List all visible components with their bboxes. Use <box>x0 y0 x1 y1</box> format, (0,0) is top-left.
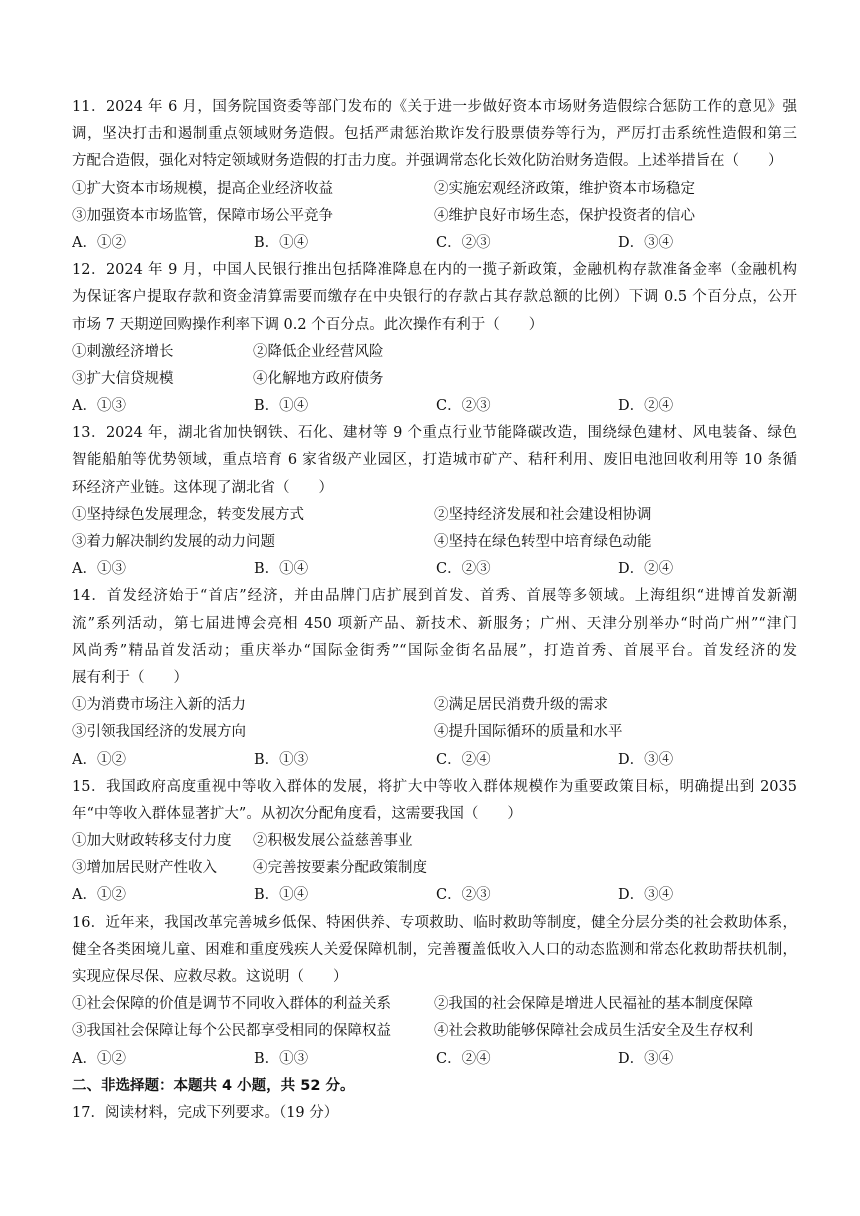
option-c: C．②③ <box>436 234 491 251</box>
statement-row <box>72 855 797 882</box>
option-c: C．②③ <box>436 398 491 415</box>
option-row <box>72 393 797 420</box>
question-stem-line: 为保证客户提取存款和资金清算需要而缴存在中央银行的存款占其存款总额的比例）下调 0.5 个百分点，公开 <box>72 289 797 306</box>
option-d: D．③④ <box>618 234 674 251</box>
statement-2: ②降低企业经营风险 <box>253 343 384 360</box>
question-14 <box>72 583 797 773</box>
option-b: B．①④ <box>254 561 309 578</box>
statement-3: ③增加居民财产性收入 <box>72 860 217 877</box>
option-c: C．②③ <box>436 887 491 904</box>
statement-2: ②满足居民消费升级的需求 <box>434 697 608 714</box>
statement-2: ②我国的社会保障是增进人民福祉的基本制度保障 <box>434 996 753 1013</box>
statement-row <box>72 991 797 1018</box>
statement-1: ①坚持绿色发展理念，转变发展方式 <box>72 506 304 523</box>
question-16 <box>72 910 797 1073</box>
statement-2: ②坚持经济发展和社会建设相协调 <box>434 506 652 523</box>
statement-3: ③引领我国经济的发展方向 <box>72 724 246 741</box>
statement-4: ④完善按要素分配政策制度 <box>253 860 427 877</box>
question-stem-line: 流”系列活动，第七届进博会亮相 450 项新产品、新技术、新服务；广州、天津分别举办“时尚广州”“津门 <box>72 615 797 632</box>
statement-1: ①刺激经济增长 <box>72 343 174 360</box>
statement-3: ③着力解决制约发展的动力问题 <box>72 534 275 550</box>
statement-3: ③我国社会保障让每个公民都享受相同的保障权益 <box>72 1023 391 1040</box>
option-a: A．①② <box>72 887 126 904</box>
option-b: B．①③ <box>254 1050 309 1067</box>
statement-4: ④化解地方政府债务 <box>253 370 384 387</box>
option-d: D．②④ <box>618 561 674 578</box>
option-a: A．①② <box>72 751 126 768</box>
question-stem-line: 12．2024 年 9 月，中国人民银行推出包括降准降息在内的一揽子新政策，金融机构存款准备金率（金融机构 <box>72 262 797 279</box>
statement-2: ②实施宏观经济政策，维护资本市场稳定 <box>434 180 695 197</box>
question-stem-line: 16．近年来，我国改革完善城乡低保、特困供养、专项救助、临时救助等制度，健全分层分类的社会救助体系， <box>72 914 797 931</box>
statement-2: ②积极发展公益慈善事业 <box>253 833 413 850</box>
option-row <box>72 882 797 909</box>
statement-row <box>72 719 797 746</box>
option-b: B．①③ <box>254 751 309 768</box>
statement-4: ④坚持在绿色转型中培育绿色动能 <box>434 534 652 550</box>
statement-1: ①扩大资本市场规模，提高企业经济收益 <box>72 180 333 197</box>
option-a: A．①② <box>72 234 126 251</box>
statement-1: ①加大财政转移支付力度 <box>72 833 232 850</box>
statement-row <box>72 828 797 855</box>
statement-1: ①社会保障的价值是调节不同收入群体的利益关系 <box>72 996 391 1013</box>
question-stem-line: 实现应保尽保、应救尽救。这说明（ ） <box>72 969 348 985</box>
option-c: C．②③ <box>436 561 491 578</box>
question-12 <box>72 257 797 420</box>
exam-page <box>72 94 797 1127</box>
question-stem-line: 调，坚决打击和遏制重点领域财务造假。包括严肃惩治欺诈发行股票债券等行为，严厉打击系统性造假和第三 <box>72 126 797 143</box>
option-a: A．①② <box>72 1050 126 1067</box>
option-row <box>72 1046 797 1073</box>
statement-row <box>72 203 797 230</box>
statement-row <box>72 1018 797 1045</box>
statement-row <box>72 366 797 393</box>
statement-row <box>72 339 797 366</box>
option-d: D．③④ <box>618 751 674 768</box>
option-c: C．②④ <box>436 1050 491 1067</box>
question-stem-line: 13．2024 年，湖北省加快钢铁、石化、建材等 9 个重点行业节能降碳改造，围绕绿色建材、风电装备、绿色 <box>72 425 797 442</box>
question-stem-line: 年“中等收入群体显著扩大”。从初次分配角度看，这需要我国（ ） <box>72 805 522 822</box>
option-row <box>72 556 797 583</box>
question-stem-line: 智能船舶等优势领域，重点培育 6 家省级产业园区，打造城市矿产、秸秆利用、废旧电池回收利用等 10 条循 <box>72 452 797 469</box>
section-heading: 二、非选择题：本题共 4 小题，共 52 分。 <box>72 1077 355 1094</box>
option-b: B．①④ <box>254 234 309 251</box>
option-b: B．①④ <box>254 398 309 415</box>
question-13 <box>72 420 797 583</box>
question-stem-line: 环经济产业链。这体现了湖北省（ ） <box>72 479 333 496</box>
question-stem-line: 风尚秀”精品首发活动；重庆举办“国际金街秀”“国际金街名品展”，打造首秀、首展平台。首发经济的发 <box>72 642 797 659</box>
option-b: B．①④ <box>254 887 309 904</box>
question-stem-line: 健全各类困境儿童、困难和重度残疾人关爱保障机制，完善覆盖低收入人口的动态监测和常态化救助帮扶机制， <box>72 941 797 958</box>
question-15 <box>72 774 797 910</box>
option-d: D．③④ <box>618 1050 674 1067</box>
statement-row <box>72 502 797 529</box>
question-stem-line: 14．首发经济始于“首店”经济，并由品牌门店扩展到首发、首秀、首展等多领域。上海组织“进博首发新潮 <box>72 588 797 605</box>
statement-4: ④维护良好市场生态，保护投资者的信心 <box>434 207 695 224</box>
statement-row <box>72 176 797 203</box>
question-17-stem: 17．阅读材料，完成下列要求。（19 分） <box>72 1104 339 1121</box>
statement-row <box>72 529 797 556</box>
question-stem-line: 11．2024 年 6 月，国务院国资委等部门发布的《关于进一步做好资本市场财务造假综合惩防工作的意见》强 <box>72 99 797 115</box>
statement-1: ①为消费市场注入新的活力 <box>72 697 246 714</box>
option-c: C．②④ <box>436 751 491 768</box>
option-d: D．②④ <box>618 398 674 415</box>
statement-3: ③扩大信贷规模 <box>72 370 174 387</box>
statement-4: ④社会救助能够保障社会成员生活安全及生存权利 <box>434 1023 753 1040</box>
statement-row <box>72 692 797 719</box>
question-stem-line: 市场 7 天期逆回购操作利率下调 0.2 个百分点。此次操作有利于（ ） <box>72 316 544 333</box>
option-a: A．①③ <box>72 398 126 415</box>
option-a: A．①③ <box>72 561 126 578</box>
statement-4: ④提升国际循环的质量和水平 <box>434 724 623 741</box>
question-11 <box>72 94 797 257</box>
question-stem-line: 方配合造假，强化对特定领域财务造假的打击力度。并强调常态化长效化防治财务造假。上述举措旨在（ ） <box>72 153 783 170</box>
question-stem-line: 15．我国政府高度重视中等收入群体的发展，将扩大中等收入群体规模作为重要政策目标，明确提出到 2035 <box>72 778 797 795</box>
option-d: D．③④ <box>618 887 674 904</box>
question-stem-line: 展有利于（ ） <box>72 669 188 686</box>
statement-3: ③加强资本市场监管，保障市场公平竞争 <box>72 207 333 224</box>
option-row <box>72 747 797 774</box>
option-row <box>72 230 797 257</box>
